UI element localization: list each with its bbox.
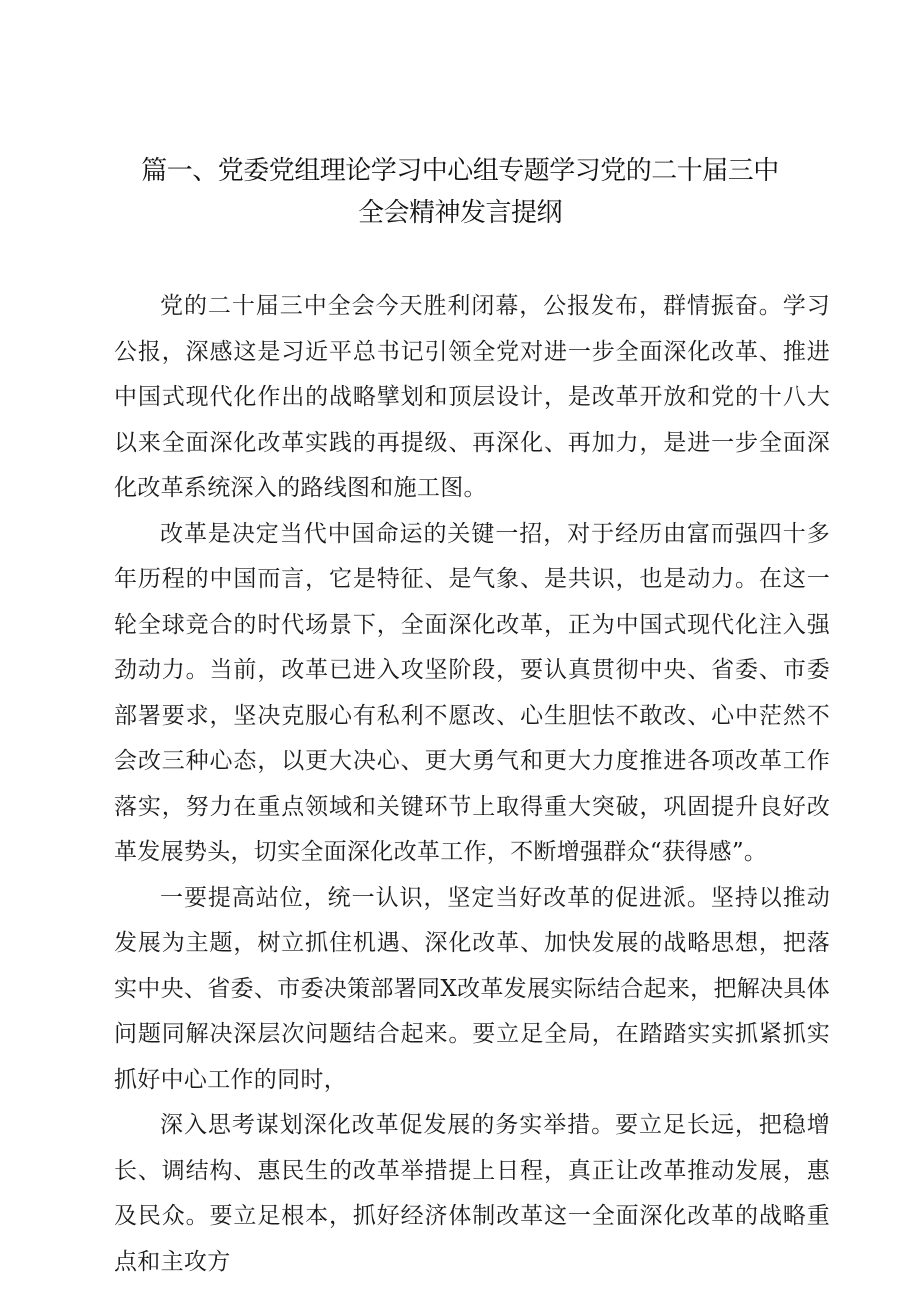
title-line-1: 篇一、党委党组理论学习中心组专题学习党的二十届三中: [141, 156, 779, 186]
paragraph-2: 改革是决定当代中国命运的关键一招，对于经历由富而强四十多年历程的中国而言，它是特征、是气象、是共识，也是动力。在这一轮全球竞合的时代场景下，全面深化改革，正为中国式现代化注入强劲动力。当前，改革已进入攻坚阶段，要认真贯彻中央、省委、市委部署要求，坚决克服心有私利不愿改、心生胆怯不敢改、心中茫然不会改三种心态，以更大决心、更大勇气和更大力度推进各项改革工作落实，努力在重点领域和关键环节上取得重大突破，巩固提升良好改革发展势头，切实全面深化改革工作，不断增强群众“获得感”。: [114, 520, 830, 865]
document-title: [100, 150, 820, 234]
paragraph-4: 深入思考谋划深化改革促发展的务实举措。要立足长远，把稳增长、调结构、惠民生的改革举措提上日程，真正让改革推动发展，惠及民众。要立足根本，抓好经济体制改革这一全面深化改革的战略重点和主攻方: [114, 1112, 830, 1275]
paragraph-3: 一要提高站位，统一认识，坚定当好改革的促进派。坚持以推动发展为主题，树立抓住机遇、深化改革、加快发展的战略思想，把落实中央、省委、市委决策部署同X改革发展实际结合起来，把解决具体问题同解决深层次问题结合起来。要立足全局，在踏踏实实抓紧抓实抓好中心工作的同时，: [114, 884, 830, 1093]
title-line-2: 全会精神发言提纲: [357, 198, 562, 228]
paragraph-1: 党的二十届三中全会今天胜利闭幕，公报发布，群情振奋。学习公报，深感这是习近平总书记引领全党对进一步全面深化改革、推进中国式现代化作出的战略擘划和顶层设计，是改革开放和党的十八大以来全面深化改革实践的再提级、再深化、再加力，是进一步全面深化改革系统深入的路线图和施工图。: [114, 293, 830, 501]
document-body: [114, 284, 830, 1285]
